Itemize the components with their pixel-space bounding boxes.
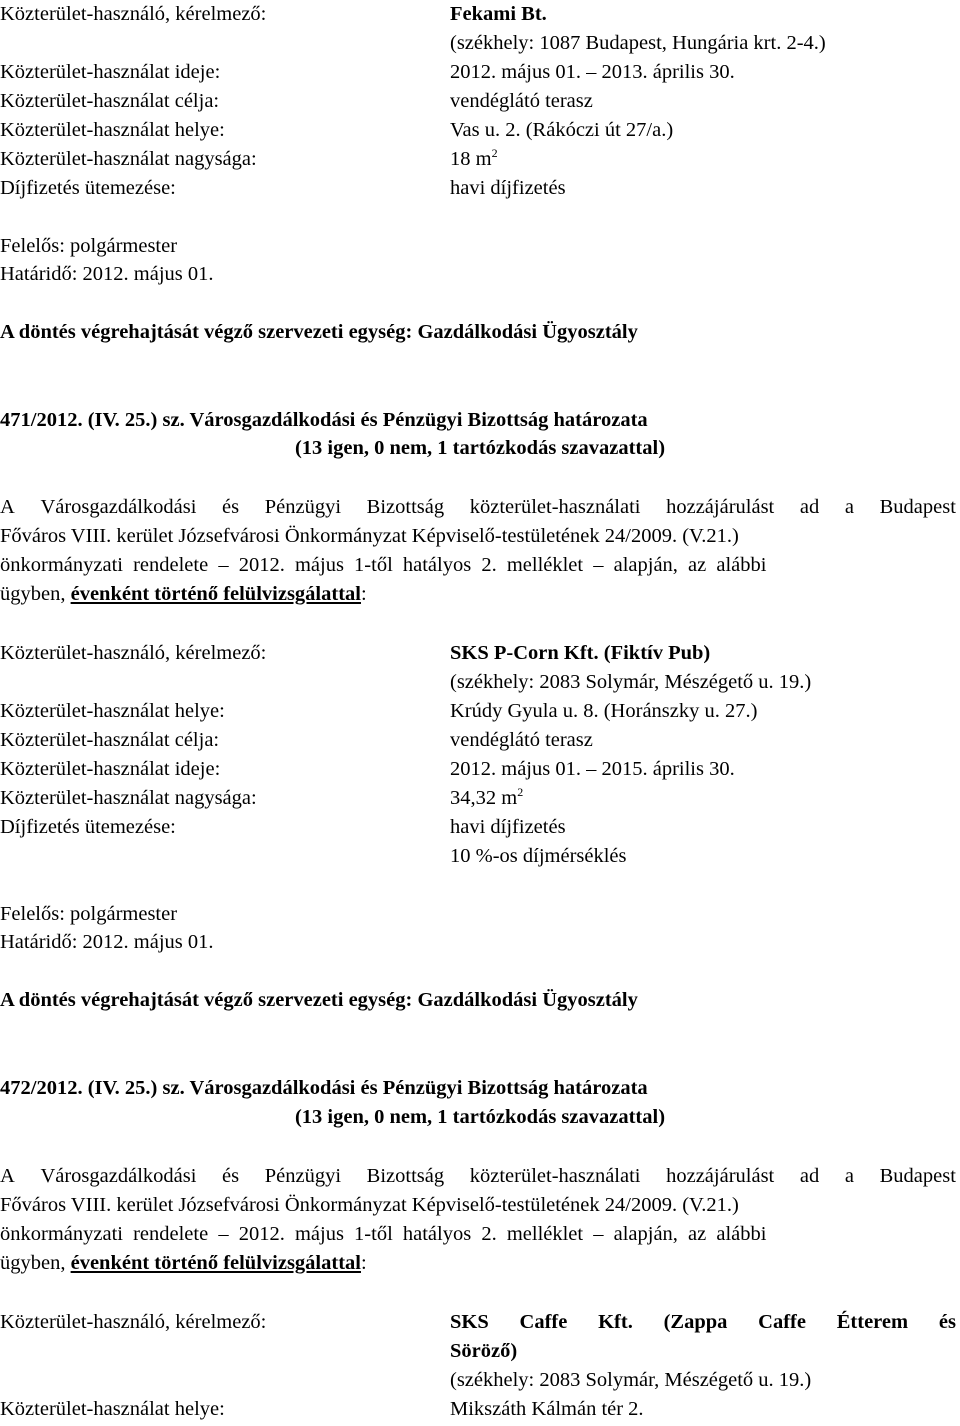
applicant-value-cont: Söröző) — [450, 1340, 518, 1362]
location-label: Közterület-használat helye: — [0, 119, 225, 141]
payment-label: Díjfizetés ütemezése: — [0, 177, 176, 199]
payment-value: havi díjfizetés — [450, 177, 566, 199]
responsible: Felelős: polgármester — [0, 903, 178, 925]
seat-value: (székhely: 1087 Budapest, Hungária krt. 2-4.) — [450, 32, 826, 54]
applicant-label: Közterület-használó, kérelmező: — [0, 3, 267, 25]
size-value: 18 $m^2$ — [450, 146, 498, 170]
discount-value: 10 %-os díjmérséklés — [450, 845, 627, 867]
seat-value: (székhely: 2083 Solymár, Mészégető u. 19.) — [450, 1369, 812, 1391]
body-line: Főváros VIII. kerület Józsefvárosi Önkormányzat Képviselő-testületének 24/2009. (V.21.) — [0, 525, 739, 547]
period-label: Közterület-használat ideje: — [0, 758, 221, 780]
period-value: 2012. május 01. – 2015. április 30. — [450, 758, 735, 780]
applicant-value: Fekami Bt. — [450, 3, 547, 25]
vote-line: (13 igen, 0 nem, 1 tartózkodás szavazattal) — [294, 437, 666, 459]
purpose-value: vendéglátó terasz — [450, 90, 593, 112]
purpose-value: vendéglátó terasz — [450, 729, 593, 751]
applicant-value: SKS P-Corn Kft. (Fiktív Pub) — [450, 642, 711, 664]
period-value: 2012. május 01. – 2013. április 30. — [450, 61, 735, 83]
size-label: Közterület-használat nagysága: — [0, 148, 257, 170]
size-value: 34,32 $m^2$ — [450, 785, 524, 809]
applicant-label: Közterület-használó, kérelmező: — [0, 642, 267, 664]
deadline: Határidő: 2012. május 01. — [0, 263, 214, 285]
executor: A döntés végrehajtását végző szervezeti egység: Gazdálkodási Ügyosztály — [0, 321, 638, 343]
body-line: A Városgazdálkodási és Pénzügyi Bizottság közterület-használati hozzájárulást ad a Budapest — [0, 1165, 956, 1187]
location-value: Mikszáth Kálmán tér 2. — [450, 1398, 644, 1420]
payment-value: havi díjfizetés — [450, 816, 566, 838]
payment-label: Díjfizetés ütemezése: — [0, 816, 176, 838]
location-label: Közterület-használat helye: — [0, 1398, 225, 1420]
applicant-label: Közterület-használó, kérelmező: — [0, 1311, 267, 1333]
purpose-label: Közterület-használat célja: — [0, 729, 220, 751]
responsible: Felelős: polgármester — [0, 235, 178, 257]
seat-value: (székhely: 2083 Solymár, Mészégető u. 19.) — [450, 671, 812, 693]
resolution-title: 471/2012. (IV. 25.) sz. Városgazdálkodási és Pénzügyi Bizottság határozata — [0, 409, 648, 431]
body-line: ügyben, évenként történő felülvizsgálattal: — [0, 1252, 367, 1274]
location-label: Közterület-használat helye: — [0, 700, 225, 722]
size-label: Közterület-használat nagysága: — [0, 787, 257, 809]
applicant-value: SKS Caffe Kft. (Zappa Caffe Étterem és — [450, 1311, 956, 1333]
period-label: Közterület-használat ideje: — [0, 61, 221, 83]
location-value: Krúdy Gyula u. 8. (Horánszky u. 27.) — [450, 700, 758, 722]
executor: A döntés végrehajtását végző szervezeti egység: Gazdálkodási Ügyosztály — [0, 989, 638, 1011]
body-line: önkormányzati rendelete – 2012. május 1-től hatályos 2. melléklet – alapján, az alábbi — [0, 1223, 767, 1245]
deadline: Határidő: 2012. május 01. — [0, 931, 214, 953]
body-line: A Városgazdálkodási és Pénzügyi Bizottság közterület-használati hozzájárulást ad a Budapest — [0, 496, 956, 518]
resolution-title: 472/2012. (IV. 25.) sz. Városgazdálkodási és Pénzügyi Bizottság határozata — [0, 1077, 648, 1099]
purpose-label: Közterület-használat célja: — [0, 90, 220, 112]
body-line: Főváros VIII. kerület Józsefvárosi Önkormányzat Képviselő-testületének 24/2009. (V.21.) — [0, 1194, 739, 1216]
body-line: ügyben, évenként történő felülvizsgálattal: — [0, 583, 367, 605]
vote-line: (13 igen, 0 nem, 1 tartózkodás szavazattal) — [294, 1106, 666, 1128]
body-line: önkormányzati rendelete – 2012. május 1-től hatályos 2. melléklet – alapján, az alábbi — [0, 554, 767, 576]
location-value: Vas u. 2. (Rákóczi út 27/a.) — [450, 119, 674, 141]
